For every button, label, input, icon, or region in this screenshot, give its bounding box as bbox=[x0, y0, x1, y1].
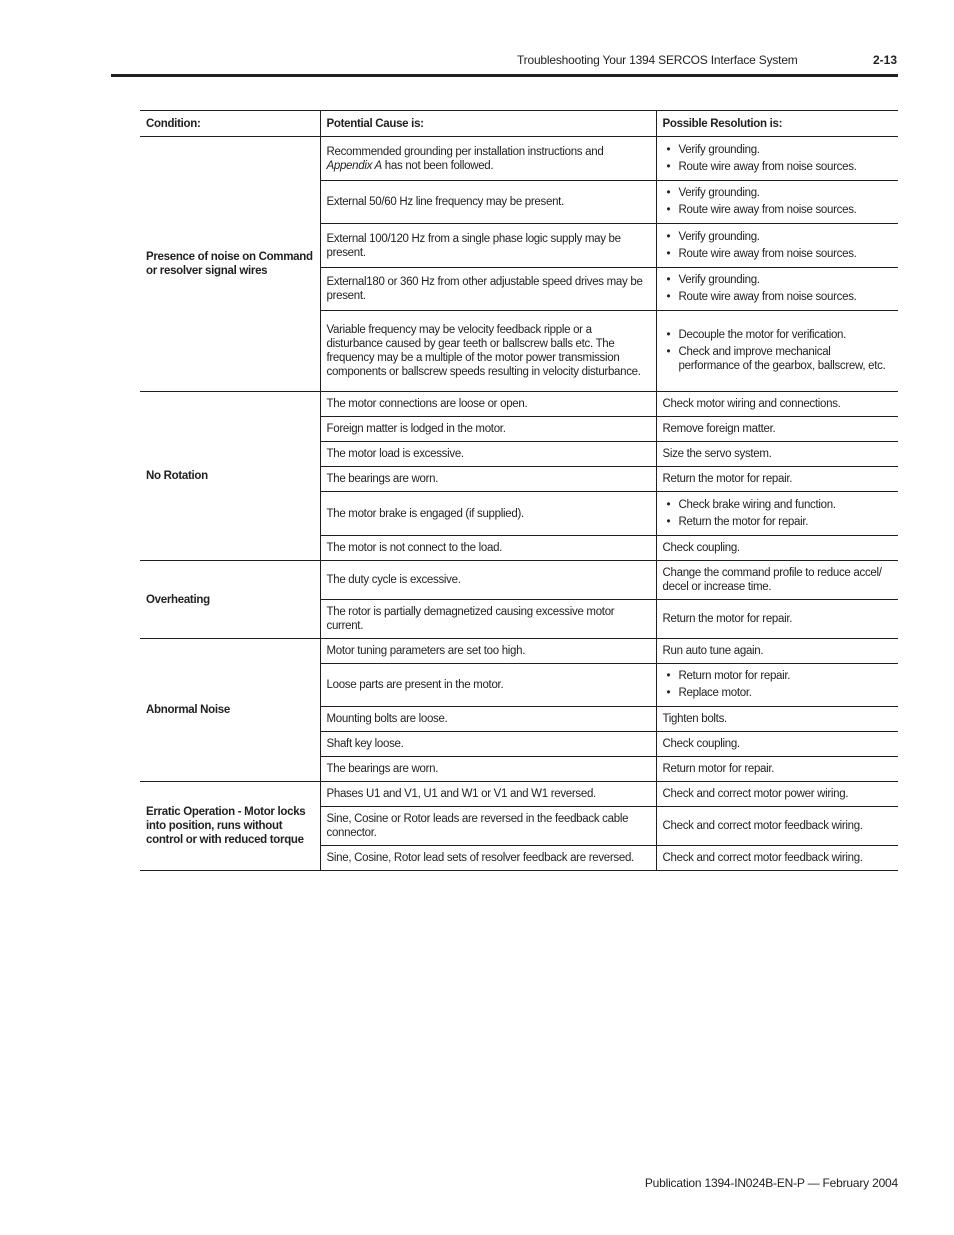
resolution-cell: Check motor wiring and connections. bbox=[656, 392, 898, 417]
cause-text: Recommended grounding per installation instructions and bbox=[326, 145, 604, 158]
column-header-resolution: Possible Resolution is: bbox=[656, 111, 898, 137]
resolution-item: • Decouple the motor for verification. bbox=[663, 328, 893, 342]
resolution-cell: Return the motor for repair. bbox=[656, 600, 898, 639]
resolution-cell bbox=[656, 181, 898, 224]
resolution-list bbox=[663, 143, 893, 174]
resolution-cell bbox=[656, 492, 898, 536]
cause-cell: The duty cycle is excessive. bbox=[320, 561, 656, 600]
table-body bbox=[140, 137, 898, 871]
resolution-cell bbox=[656, 268, 898, 311]
cause-cell: External 50/60 Hz line frequency may be present. bbox=[320, 181, 656, 224]
resolution-item: • Verify grounding. bbox=[663, 186, 893, 200]
condition-cell: Erratic Operation - Motor locks into position, runs without control or with reduced torque bbox=[140, 782, 320, 871]
publication-footer: Publication 1394-IN024B-EN-P — February 2004 bbox=[644, 1176, 898, 1190]
cause-cell: Shaft key loose. bbox=[320, 732, 656, 757]
resolution-cell: Check and correct motor power wiring. bbox=[656, 782, 898, 807]
resolution-cell: Size the servo system. bbox=[656, 442, 898, 467]
column-header-condition: Condition: bbox=[140, 111, 320, 137]
column-header-cause: Potential Cause is: bbox=[320, 111, 656, 137]
resolution-cell: Check coupling. bbox=[656, 732, 898, 757]
resolution-cell: Remove foreign matter. bbox=[656, 417, 898, 442]
cause-text: has not been followed. bbox=[381, 159, 494, 172]
resolution-cell: Tighten bolts. bbox=[656, 707, 898, 732]
cause-cell: Loose parts are present in the motor. bbox=[320, 664, 656, 707]
running-header: Troubleshooting Your 1394 SERCOS Interface System bbox=[517, 53, 798, 67]
resolution-list bbox=[663, 230, 893, 261]
table-row bbox=[140, 561, 898, 600]
cause-cell: The motor load is excessive. bbox=[320, 442, 656, 467]
resolution-item: • Route wire away from noise sources. bbox=[663, 203, 893, 217]
cause-cell: Motor tuning parameters are set too high. bbox=[320, 639, 656, 664]
condition-cell: No Rotation bbox=[140, 392, 320, 561]
resolution-list bbox=[663, 273, 893, 304]
cause-cell: The motor connections are loose or open. bbox=[320, 392, 656, 417]
resolution-item: • Route wire away from noise sources. bbox=[663, 247, 893, 261]
resolution-cell bbox=[656, 137, 898, 181]
page-number: 2-13 bbox=[873, 53, 898, 67]
resolution-list bbox=[663, 186, 893, 217]
resolution-cell: Return motor for repair. bbox=[656, 757, 898, 782]
resolution-cell: Return the motor for repair. bbox=[656, 467, 898, 492]
cause-cell: Sine, Cosine, Rotor lead sets of resolver feedback are reversed. bbox=[320, 846, 656, 871]
cause-cell: Phases U1 and V1, U1 and W1 or V1 and W1 reversed. bbox=[320, 782, 656, 807]
table-row bbox=[140, 782, 898, 807]
condition-cell: Abnormal Noise bbox=[140, 639, 320, 782]
resolution-item: • Return motor for repair. bbox=[663, 669, 893, 683]
resolution-list bbox=[663, 669, 893, 700]
appendix-reference: Appendix A bbox=[326, 159, 382, 172]
resolution-item: • Check brake wiring and function. bbox=[663, 498, 893, 512]
cause-cell bbox=[320, 137, 656, 181]
condition-cell: Overheating bbox=[140, 561, 320, 639]
resolution-cell bbox=[656, 311, 898, 392]
cause-cell: The motor brake is engaged (if supplied). bbox=[320, 492, 656, 536]
resolution-item: • Check and improve mechanical performance of the gearbox, ballscrew, etc. bbox=[663, 345, 893, 373]
cause-cell: Variable frequency may be velocity feedback ripple or a disturbance caused by gear teeth or ballscrew balls etc. The frequency may be a multiple of the motor power transmission components or ballscrew speeds resulting in velocity disturbance. bbox=[320, 311, 656, 392]
resolution-cell bbox=[656, 664, 898, 707]
resolution-cell: Check coupling. bbox=[656, 536, 898, 561]
resolution-cell: Check and correct motor feedback wiring. bbox=[656, 807, 898, 846]
cause-cell: Mounting bolts are loose. bbox=[320, 707, 656, 732]
resolution-item: • Verify grounding. bbox=[663, 230, 893, 244]
troubleshooting-table bbox=[140, 110, 898, 871]
resolution-list bbox=[663, 498, 893, 529]
resolution-cell: Run auto tune again. bbox=[656, 639, 898, 664]
resolution-list bbox=[663, 328, 893, 373]
cause-cell: External180 or 360 Hz from other adjustable speed drives may be present. bbox=[320, 268, 656, 311]
cause-cell: The rotor is partially demagnetized causing excessive motor current. bbox=[320, 600, 656, 639]
cause-cell: The motor is not connect to the load. bbox=[320, 536, 656, 561]
table-row bbox=[140, 392, 898, 417]
cause-cell: External 100/120 Hz from a single phase logic supply may be present. bbox=[320, 224, 656, 268]
condition-cell: Presence of noise on Command or resolver signal wires bbox=[140, 137, 320, 392]
table-row bbox=[140, 137, 898, 181]
table-header-row bbox=[140, 111, 898, 137]
cause-cell: Sine, Cosine or Rotor leads are reversed in the feedback cable connector. bbox=[320, 807, 656, 846]
resolution-item: • Verify grounding. bbox=[663, 273, 893, 287]
resolution-item: • Return the motor for repair. bbox=[663, 515, 893, 529]
cause-cell: The bearings are worn. bbox=[320, 757, 656, 782]
resolution-item: • Replace motor. bbox=[663, 686, 893, 700]
resolution-cell bbox=[656, 224, 898, 268]
resolution-item: • Verify grounding. bbox=[663, 143, 893, 157]
header-rule bbox=[111, 74, 898, 77]
resolution-cell: Check and correct motor feedback wiring. bbox=[656, 846, 898, 871]
table-row bbox=[140, 639, 898, 664]
resolution-cell: Change the command profile to reduce accel/ decel or increase time. bbox=[656, 561, 898, 600]
resolution-item: • Route wire away from noise sources. bbox=[663, 160, 893, 174]
resolution-item: • Route wire away from noise sources. bbox=[663, 290, 893, 304]
cause-cell: Foreign matter is lodged in the motor. bbox=[320, 417, 656, 442]
cause-cell: The bearings are worn. bbox=[320, 467, 656, 492]
